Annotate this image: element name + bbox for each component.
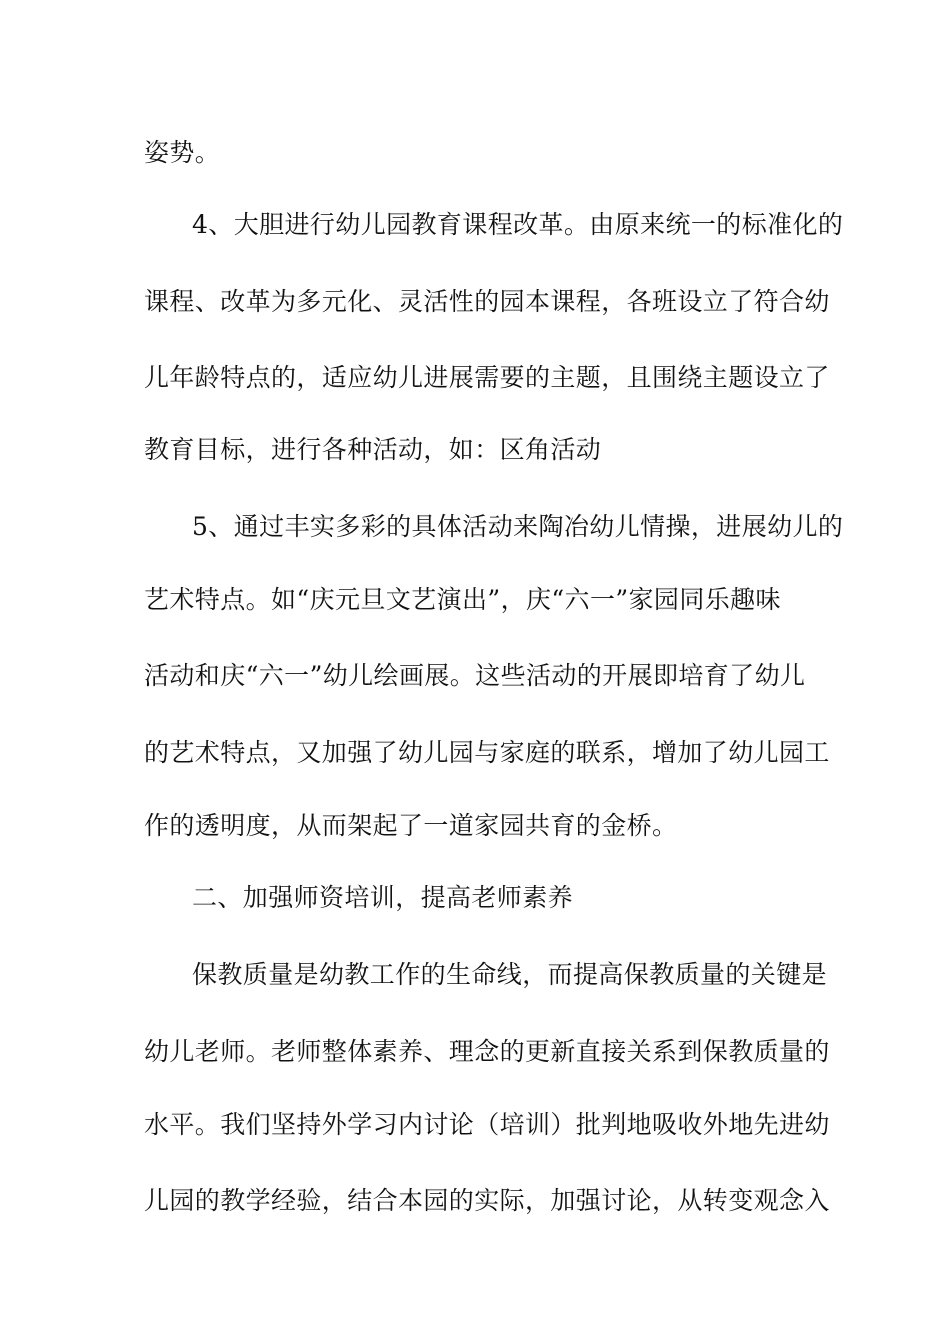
paragraph-item-4: 4、大胆进行幼儿园教育课程改革。由原来统一的标准化的: [192, 210, 844, 239]
text-line: 艺术特点。如“庆元旦文艺演出”，庆“六一”家园同乐趣味: [144, 585, 781, 614]
text-line: 作的透明度，从而架起了一道家园共育的金桥。: [144, 811, 678, 840]
text-line: 幼儿老师。老师整体素养、理念的更新直接关系到保教质量的: [144, 1037, 830, 1066]
text-line: 姿势。: [144, 138, 221, 167]
text-line: 水平。我们坚持外学习内讨论（培训）批判地吸收外地先进幼: [144, 1110, 830, 1139]
section-heading: 二、加强师资培训，提高老师素养: [192, 883, 574, 912]
text-line: 儿园的教学经验，结合本园的实际，加强讨论，从转变观念入: [144, 1186, 830, 1215]
paragraph-item-5: 5、通过丰实多彩的具体活动来陶冶幼儿情操，进展幼儿的: [192, 512, 844, 541]
text-line: 的艺术特点，又加强了幼儿园与家庭的联系，增加了幼儿园工: [144, 738, 830, 767]
text-line: 儿年龄特点的，适应幼儿进展需要的主题，且围绕主题设立了: [144, 363, 830, 392]
paragraph-start: 保教质量是幼教工作的生命线，而提高保教质量的关键是: [192, 960, 828, 989]
text-line: 活动和庆“六一”幼儿绘画展。这些活动的开展即培育了幼儿: [144, 661, 806, 690]
text-line: 课程、改革为多元化、灵活性的园本课程，各班设立了符合幼: [144, 287, 830, 316]
text-line: 教育目标，进行各种活动，如：区角活动: [144, 435, 602, 464]
